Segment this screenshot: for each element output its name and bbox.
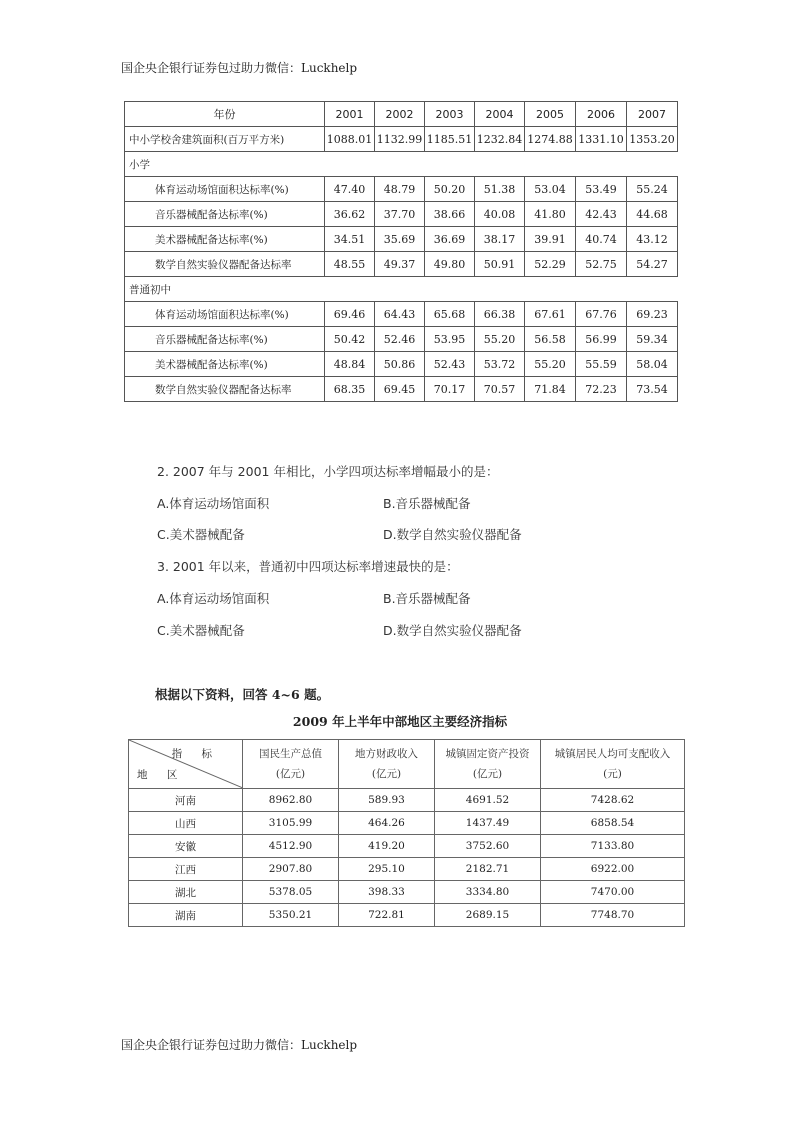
table-cell: 1132.99 xyxy=(375,127,425,152)
region-cell: 河南 xyxy=(129,789,243,812)
table-cell: 66.38 xyxy=(475,302,525,327)
column-unit: (亿元) xyxy=(275,768,306,780)
table-cell: 73.54 xyxy=(627,377,678,402)
table-cell: 39.91 xyxy=(525,227,576,252)
section-row-junior xyxy=(125,277,678,302)
table-row xyxy=(125,202,678,227)
year-2002: 2002 xyxy=(375,102,425,127)
table-cell: 40.08 xyxy=(475,202,525,227)
question-2-option-d[interactable]: D.数学自然实验仪器配备 xyxy=(383,527,522,542)
region-cell: 安徽 xyxy=(129,835,243,858)
table-cell: 50.91 xyxy=(475,252,525,277)
question-3-option-c[interactable]: C.美术器械配备 xyxy=(157,623,245,638)
corner-bottom-label: 地 区 xyxy=(137,769,186,781)
table-cell: 59.34 xyxy=(627,327,678,352)
table-row xyxy=(125,377,678,402)
year-2001: 2001 xyxy=(325,102,375,127)
table-cell: 7428.62 xyxy=(541,789,685,812)
table-cell: 42.43 xyxy=(576,202,627,227)
table-cell: 55.20 xyxy=(475,327,525,352)
table-cell: 722.81 xyxy=(339,904,435,927)
table-cell: 47.40 xyxy=(325,177,375,202)
table-cell: 67.76 xyxy=(576,302,627,327)
table-row xyxy=(125,252,678,277)
table-cell: 1353.20 xyxy=(627,127,678,152)
table-cell: 55.20 xyxy=(525,352,576,377)
region-cell: 山西 xyxy=(129,812,243,835)
year-2005: 2005 xyxy=(525,102,576,127)
table-row xyxy=(125,127,678,152)
table-row xyxy=(125,327,678,352)
table-cell: 72.23 xyxy=(576,377,627,402)
table-cell: 6858.54 xyxy=(541,812,685,835)
section-filler xyxy=(325,152,678,177)
question-2-option-a[interactable]: A.体育运动场馆面积 xyxy=(157,496,270,511)
table-cell: 70.57 xyxy=(475,377,525,402)
table-cell: 69.45 xyxy=(375,377,425,402)
table-cell: 38.66 xyxy=(425,202,475,227)
table-cell: 38.17 xyxy=(475,227,525,252)
table-cell: 48.84 xyxy=(325,352,375,377)
year-header-label: 年份 xyxy=(125,102,325,127)
question-2-option-b[interactable]: B.音乐器械配备 xyxy=(383,496,471,511)
column-name: 国民生产总值 xyxy=(259,748,322,760)
table-cell: 2689.15 xyxy=(435,904,541,927)
table-cell: 2182.71 xyxy=(435,858,541,881)
table-cell: 52.43 xyxy=(425,352,475,377)
region-cell: 湖北 xyxy=(129,881,243,904)
column-name: 地方财政收入 xyxy=(355,748,418,760)
table-cell: 35.69 xyxy=(375,227,425,252)
table-cell: 5350.21 xyxy=(243,904,339,927)
column-header xyxy=(541,740,685,789)
table-cell: 34.51 xyxy=(325,227,375,252)
table-cell: 1088.01 xyxy=(325,127,375,152)
table-cell: 464.26 xyxy=(339,812,435,835)
table-cell: 1185.51 xyxy=(425,127,475,152)
table-cell: 69.23 xyxy=(627,302,678,327)
table-cell: 7133.80 xyxy=(541,835,685,858)
table-cell: 40.74 xyxy=(576,227,627,252)
year-2003: 2003 xyxy=(425,102,475,127)
table-cell: 50.86 xyxy=(375,352,425,377)
section-title: 小学 xyxy=(125,152,325,177)
table-cell: 5378.05 xyxy=(243,881,339,904)
table-cell: 3752.60 xyxy=(435,835,541,858)
table-cell: 41.80 xyxy=(525,202,576,227)
year-2004: 2004 xyxy=(475,102,525,127)
table-cell: 4691.52 xyxy=(435,789,541,812)
section-filler xyxy=(325,277,678,302)
table-row xyxy=(129,812,685,835)
table-cell: 3105.99 xyxy=(243,812,339,835)
table-cell: 52.75 xyxy=(576,252,627,277)
table-cell: 2907.80 xyxy=(243,858,339,881)
table-cell: 56.58 xyxy=(525,327,576,352)
column-header xyxy=(243,740,339,789)
table-cell: 3334.80 xyxy=(435,881,541,904)
table-cell: 49.37 xyxy=(375,252,425,277)
table-cell: 69.46 xyxy=(325,302,375,327)
table-cell: 4512.90 xyxy=(243,835,339,858)
question-3-option-b[interactable]: B.音乐器械配备 xyxy=(383,591,471,606)
table-cell: 53.72 xyxy=(475,352,525,377)
table-cell: 55.24 xyxy=(627,177,678,202)
question-3-stem: 3. 2001 年以来，普通初中四项达标率增速最快的是： xyxy=(157,559,459,574)
table-cell: 64.43 xyxy=(375,302,425,327)
table-cell: 49.80 xyxy=(425,252,475,277)
corner-cell xyxy=(129,740,243,789)
table-row xyxy=(129,789,685,812)
table-cell: 53.49 xyxy=(576,177,627,202)
table-cell: 1331.10 xyxy=(576,127,627,152)
table-cell: 36.62 xyxy=(325,202,375,227)
row-label: 体育运动场馆面积达标率(%) xyxy=(125,302,325,327)
region-cell: 江西 xyxy=(129,858,243,881)
table-cell: 7470.00 xyxy=(541,881,685,904)
table-cell: 48.55 xyxy=(325,252,375,277)
year-header-row xyxy=(125,102,678,127)
table-2-title: 2009 年上半年中部地区主要经济指标 xyxy=(292,714,508,729)
question-3-option-d[interactable]: D.数学自然实验仪器配备 xyxy=(383,623,522,638)
corner-top-label: 指 标 xyxy=(171,748,220,760)
table-row xyxy=(129,835,685,858)
table-cell: 1274.88 xyxy=(525,127,576,152)
table-cell: 398.33 xyxy=(339,881,435,904)
table-cell: 52.29 xyxy=(525,252,576,277)
table-row xyxy=(125,227,678,252)
table-cell: 58.04 xyxy=(627,352,678,377)
section-title: 普通初中 xyxy=(125,277,325,302)
table-cell: 56.99 xyxy=(576,327,627,352)
row-label: 美术器械配备达标率(%) xyxy=(125,227,325,252)
row-label: 音乐器械配备达标率(%) xyxy=(125,327,325,352)
region-cell: 湖南 xyxy=(129,904,243,927)
table-row xyxy=(125,177,678,202)
table-2-header-row xyxy=(129,740,685,789)
year-2006: 2006 xyxy=(576,102,627,127)
column-unit: (元) xyxy=(603,768,622,780)
table-cell: 1437.49 xyxy=(435,812,541,835)
row-label: 体育运动场馆面积达标率(%) xyxy=(125,177,325,202)
table-cell: 54.27 xyxy=(627,252,678,277)
table-cell: 6922.00 xyxy=(541,858,685,881)
column-unit: (亿元) xyxy=(371,768,402,780)
table-cell: 53.04 xyxy=(525,177,576,202)
section-intro: 根据以下资料，回答 4~6 题。 xyxy=(155,687,330,702)
table-row xyxy=(129,858,685,881)
year-2007: 2007 xyxy=(627,102,678,127)
table-row xyxy=(125,302,678,327)
table-cell: 295.10 xyxy=(339,858,435,881)
table-cell: 70.17 xyxy=(425,377,475,402)
column-name: 城镇固定资产投资 xyxy=(445,748,530,760)
table-row xyxy=(129,904,685,927)
table-cell: 37.70 xyxy=(375,202,425,227)
table-cell: 53.95 xyxy=(425,327,475,352)
row-label: 音乐器械配备达标率(%) xyxy=(125,202,325,227)
table-cell: 67.61 xyxy=(525,302,576,327)
table-cell: 50.20 xyxy=(425,177,475,202)
table-row xyxy=(129,881,685,904)
table-cell: 52.46 xyxy=(375,327,425,352)
question-3-option-a[interactable]: A.体育运动场馆面积 xyxy=(157,591,270,606)
column-header xyxy=(435,740,541,789)
table-cell: 43.12 xyxy=(627,227,678,252)
table-cell: 68.35 xyxy=(325,377,375,402)
table-cell: 589.93 xyxy=(339,789,435,812)
row-label: 中小学校舍建筑面积(百万平方米) xyxy=(125,127,325,152)
table-cell: 1232.84 xyxy=(475,127,525,152)
row-label: 数学自然实验仪器配备达标率 xyxy=(125,377,325,402)
page-header-text: 国企央企银行证券包过助力微信：Luckhelp xyxy=(121,61,358,75)
question-2-option-c[interactable]: C.美术器械配备 xyxy=(157,527,245,542)
school-facilities-table xyxy=(124,101,678,402)
page-footer-text: 国企央企银行证券包过助力微信：Luckhelp xyxy=(121,1038,358,1052)
column-name: 城镇居民人均可支配收入 xyxy=(554,748,671,760)
table-cell: 71.84 xyxy=(525,377,576,402)
column-unit: (亿元) xyxy=(472,768,503,780)
column-header xyxy=(339,740,435,789)
section-row-primary xyxy=(125,152,678,177)
table-cell: 55.59 xyxy=(576,352,627,377)
question-2-stem: 2. 2007 年与 2001 年相比，小学四项达标率增幅最小的是： xyxy=(157,464,499,479)
table-cell: 8962.80 xyxy=(243,789,339,812)
table-cell: 65.68 xyxy=(425,302,475,327)
table-cell: 44.68 xyxy=(627,202,678,227)
table-cell: 36.69 xyxy=(425,227,475,252)
table-cell: 51.38 xyxy=(475,177,525,202)
row-label: 美术器械配备达标率(%) xyxy=(125,352,325,377)
table-cell: 50.42 xyxy=(325,327,375,352)
economic-indicators-table xyxy=(128,739,685,927)
table-cell: 48.79 xyxy=(375,177,425,202)
table-row xyxy=(125,352,678,377)
table-cell: 7748.70 xyxy=(541,904,685,927)
table-cell: 419.20 xyxy=(339,835,435,858)
row-label: 数学自然实验仪器配备达标率 xyxy=(125,252,325,277)
